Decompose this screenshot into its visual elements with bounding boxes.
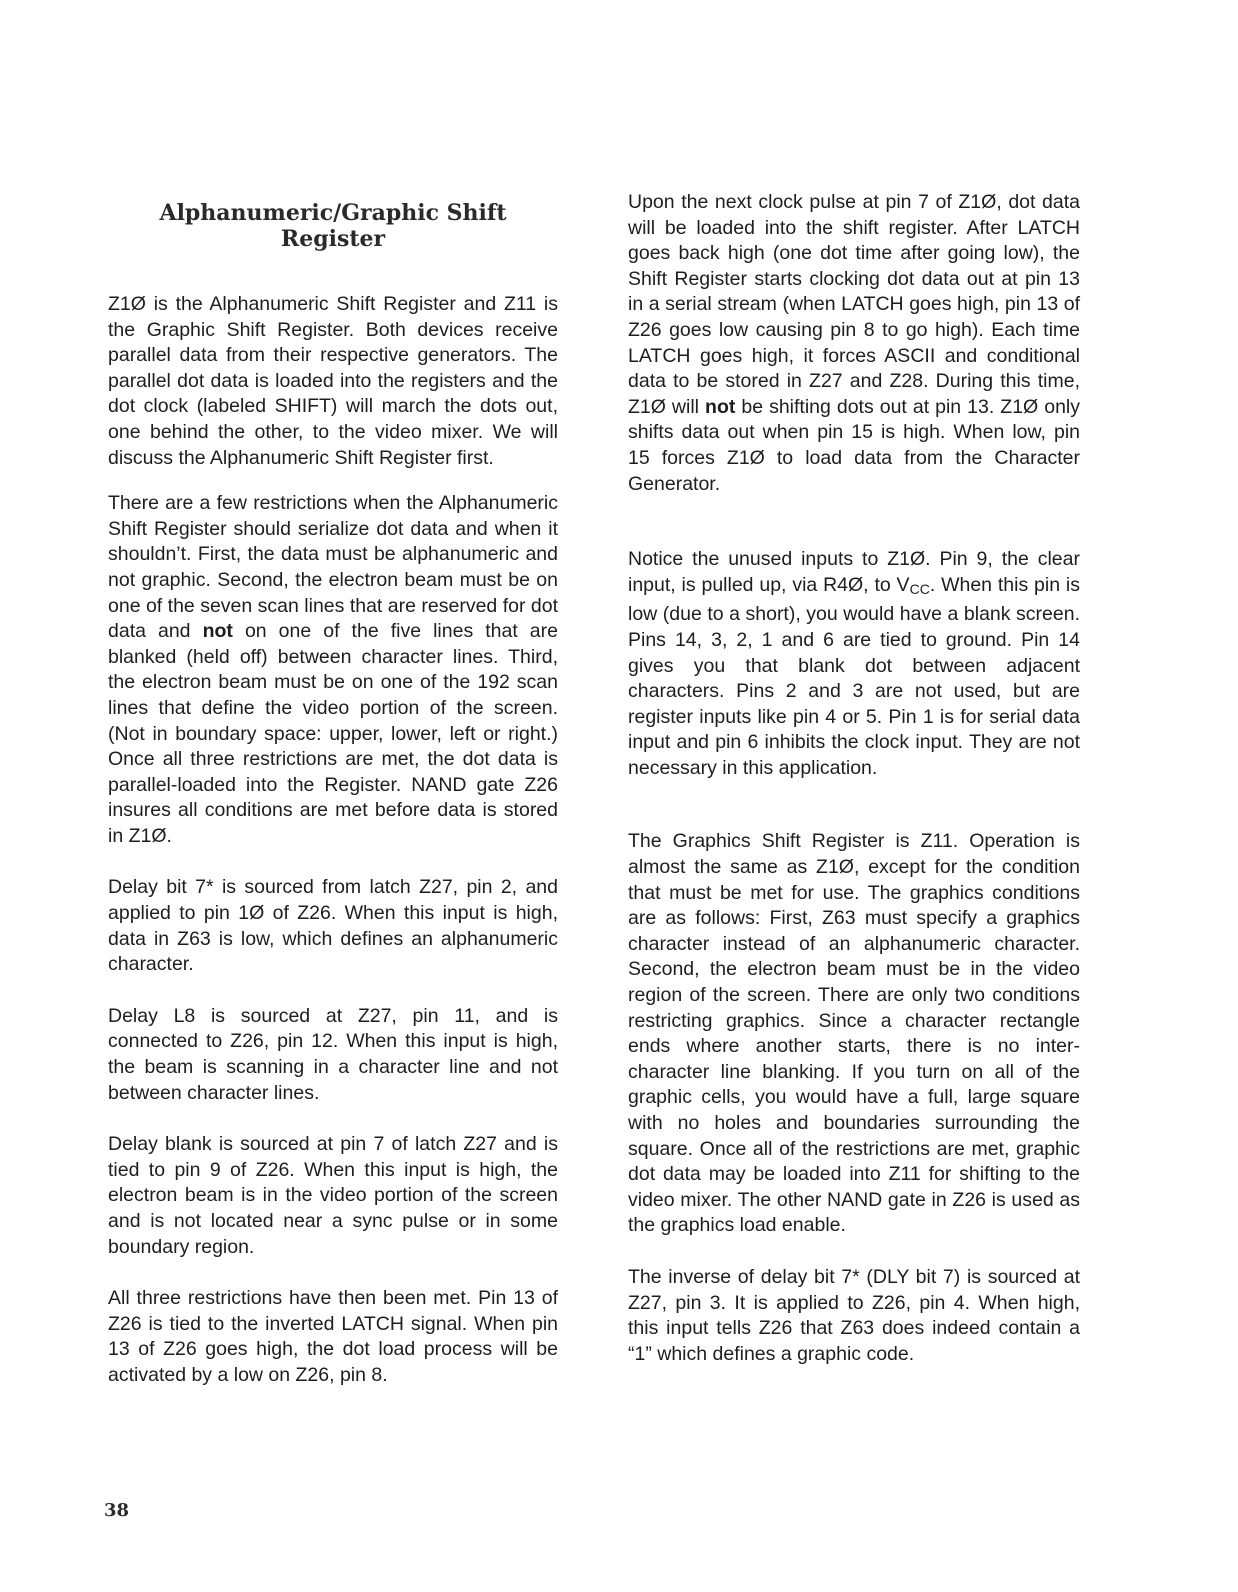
page-number: 38 <box>104 1500 130 1521</box>
paragraph-delay-l8: Delay L8 is sourced at Z27, pin 11, and is connected to Z26, pin 12. When this input is high, the beam is scanning in a character line and not between character lines. <box>108 1004 558 1104</box>
emphasis-not: not <box>202 620 233 643</box>
paragraph-clock-pulse: Upon the next clock pulse at pin 7 of Z1Ø, dot data will be loaded into the shift register. After LATCH goes back high (one dot time after going low), the Shift Register starts clocking dot data out at pin 13 in a serial stream (when LATCH goes high, pin 13 of Z26 goes low causing pin 8 to go high). Each time LATCH goes high, it forces ASCII and conditional data to be stored in Z27 and Z28. During this time, Z1Ø will not be shifting dots out at pin 13. Z1Ø only shifts data out when pin 15 is high. When low, pin 15 forces Z1Ø to load data from the Character Generator. <box>628 191 1080 495</box>
paragraph-delay-blank: Delay blank is sourced at pin 7 of latch Z27 and is tied to pin 9 of Z26. When this input is high, the electron beam is in the video portion of the screen and is not located near a sync pulse or in some boundary region. <box>108 1133 558 1258</box>
paragraph-restrictions: There are a few restrictions when the Alphanumeric Shift Register should serialize dot data and when it shouldn’t. First, the data must be alphanumeric and not graphic. Second, the electron beam must be on one of the seven scan lines that are reserved for dot data and not on one of the five lines that are blanked (held off) between character lines. Third, the electron beam must be on one of the 192 scan lines that define the video portion of the screen. (Not in boundary space: upper, lower, left or right.) Once all three restrictions are met, the dot data is parallel-loaded into the Register. NAND gate Z26 insures all conditions are met before data is stored in Z1Ø. <box>108 492 558 847</box>
emphasis-not: not <box>705 395 736 418</box>
right-column <box>628 190 1080 1367</box>
section-heading-line-2: Register <box>280 226 386 252</box>
section-heading-line-1: Alphanumeric/Graphic Shift <box>159 200 507 226</box>
paragraph-restrictions-met: All three restrictions have then been met. Pin 13 of Z26 is tied to the inverted LATCH signal. When pin 13 of Z26 goes high, the dot load process will be activated by a low on Z26, pin 8. <box>108 1287 558 1386</box>
section-heading <box>108 200 558 252</box>
paragraph-intro: Z1Ø is the Alphanumeric Shift Register and Z11 is the Graphic Shift Register. Both devices receive parallel data from their respective generators. The parallel dot data is loaded into the registers and the dot clock (labeled SHIFT) will march the dots out, one behind the other, to the video mixer. We will discuss the Alphanumeric Shift Register first. <box>108 293 558 469</box>
left-column <box>108 190 558 1389</box>
paragraph-inverse-delay-bit: The inverse of delay bit 7* (DLY bit 7) is sourced at Z27, pin 3. It is applied to Z26, pin 4. When high, this input tells Z26 that Z63 does indeed contain a “1” which defines a graphic code. <box>628 1265 1080 1365</box>
paragraph-graphics-shift-register: The Graphics Shift Register is Z11. Operation is almost the same as Z1Ø, except for the condition that must be met for use. The graphics conditions are as follows: First, Z63 must specify a graphics character instead of an alphanumeric character. Second, the electron beam must be in the video region of the screen. There are only two conditions restricting graphics. Since a character rectangle ends where another starts, there is no inter-character line blanking. If you turn on all of the graphic cells, you would have a full, large square with no holes and boundaries surrounding the square. Once all of the restrictions are met, graphic dot data may be loaded into Z11 for shifting to the video mixer. The other NAND gate in Z26 is used as the graphics load enable. <box>628 830 1080 1237</box>
paragraph-delay-bit-7: Delay bit 7* is sourced from latch Z27, pin 2, and applied to pin 1Ø of Z26. When this input is high, data in Z63 is low, which defines an alphanumeric character. <box>108 876 558 976</box>
paragraph-unused-inputs: Notice the unused inputs to Z1Ø. Pin 9, the clear input, is pulled up, via R4Ø, to $V_{CC}$. When this pin is low (due to a short), you would have a blank screen. Pins 14, 3, 2, 1 and 6 are tied to ground. Pin 14 gives you that blank dot between adjacent characters. Pins 2 and 3 are not used, but are register inputs like pin 4 or 5. Pin 1 is for serial data input and pin 6 inhibits the clock input. They are not necessary in this application. <box>628 548 1081 779</box>
vcc-subscript: CC <box>909 580 930 597</box>
